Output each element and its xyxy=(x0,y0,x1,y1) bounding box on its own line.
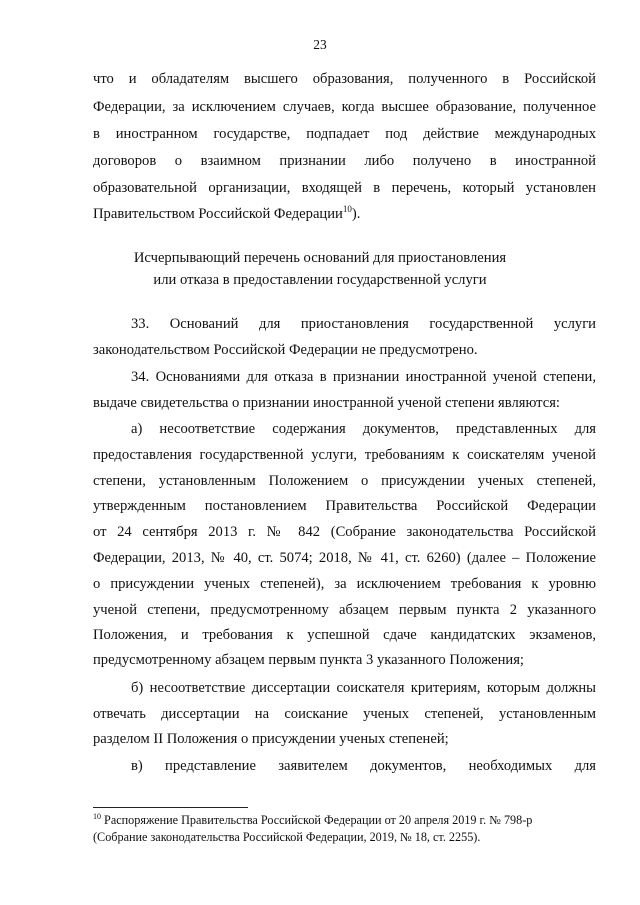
text-line: договоров о взаимном признании либо получено в иностранной xyxy=(93,153,596,169)
text-line: Федерации, за исключением случаев, когда высшее образование, полученное xyxy=(93,99,596,115)
footnote-reference[interactable]: 10 xyxy=(342,204,352,214)
text-segment: Правительством Российской Федерации xyxy=(93,206,343,222)
text-line: отвечать диссертации на соискание ученых степеней, установленным xyxy=(93,706,596,722)
footnote-number: 10 xyxy=(93,812,101,821)
text-line: утвержденным постановлением Правительства Российской Федерации xyxy=(93,498,596,514)
text-line: а) несоответствие содержания документов, представленных для xyxy=(131,421,596,437)
footnote-line: (Собрание законодательства Российской Федерации, 2019, № 18, ст. 2255). xyxy=(93,830,481,844)
footnote-line xyxy=(93,813,532,828)
text-line: б) несоответствие диссертации соискателя критериям, которым должны xyxy=(131,680,596,696)
text-segment: ). xyxy=(351,206,361,222)
text-line: в иностранном государстве, подпадает под действие международных xyxy=(93,126,596,142)
text-line: разделом II Положения о присуждении ученых степеней; xyxy=(93,731,449,747)
text-line: предоставления государственной услуги, требованиям к соискателям ученой xyxy=(93,447,596,463)
footnote-text: Распоряжение Правительства Российской Федерации от 20 апреля 2019 г. № 798-р xyxy=(101,813,533,827)
section-heading-line: Исчерпывающий перечень оснований для приостановления xyxy=(133,250,507,266)
text-line: 33. Оснований для приостановления государственной услуги xyxy=(131,316,596,332)
text-line: образовательной организации, входящей в перечень, который установлен xyxy=(93,180,596,196)
text-line: Положения, и требования к успешной сдаче кандидатских экзаменов, xyxy=(93,627,596,643)
text-line: что и обладателям высшего образования, полученного в Российской xyxy=(93,71,596,87)
page-number: 23 xyxy=(313,37,327,52)
section-heading-line: или отказа в предоставлении государственной услуги xyxy=(153,272,487,288)
text-line: Федерации, 2013, № 40, ст. 5074; 2018, № 41, ст. 6260) (далее – Положение xyxy=(93,550,596,566)
text-line: ученой степени, предусмотренному абзацем первым пункта 2 указанного xyxy=(93,602,596,618)
text-line: степени, установленным Положением о присуждении ученых степеней, xyxy=(93,473,596,489)
text-line: о присуждении ученых степеней), за исключением требования к уровню xyxy=(93,576,596,592)
text-line: выдаче свидетельства о признании иностранной ученой степени являются: xyxy=(93,395,560,411)
text-line: в) представление заявителем документов, необходимых для xyxy=(131,758,596,774)
footnote-separator xyxy=(93,807,248,808)
text-line: законодательством Российской Федерации не предусмотрено. xyxy=(93,342,478,358)
text-line: от 24 сентября 2013 г. № 842 (Собрание законодательства Российской xyxy=(93,524,596,540)
text-line: 34. Основаниями для отказа в признании иностранной ученой степени, xyxy=(131,369,596,385)
text-line xyxy=(93,205,596,223)
text-line: предусмотренному абзацем первым пункта 3 указанного Положения; xyxy=(93,652,524,668)
